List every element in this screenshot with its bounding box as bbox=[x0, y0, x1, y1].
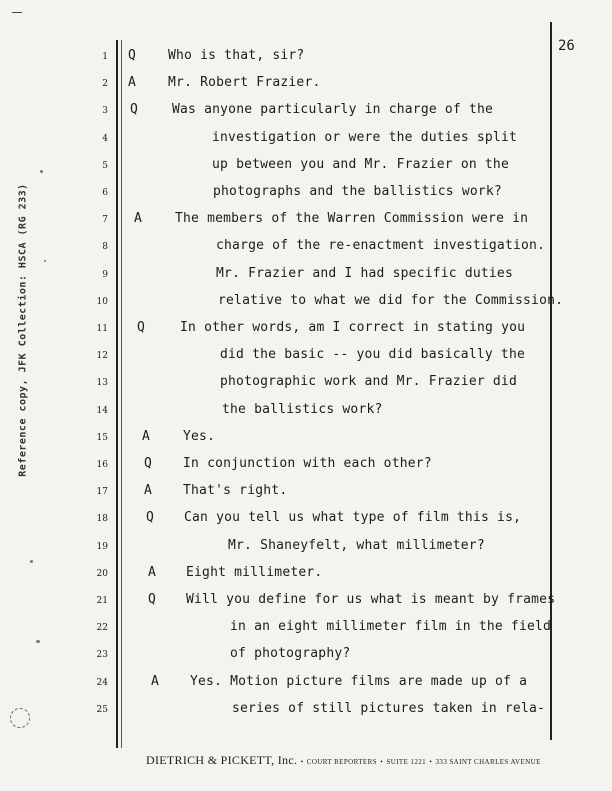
line-text: Yes. bbox=[183, 428, 216, 444]
line-text: series of still pictures taken in rela- bbox=[232, 700, 546, 716]
transcript-line bbox=[0, 699, 612, 719]
footer-separator: • bbox=[380, 758, 384, 766]
speaker-marker: A bbox=[151, 673, 159, 689]
line-number: 22 bbox=[96, 623, 108, 634]
transcript-line bbox=[0, 644, 612, 664]
line-number: 21 bbox=[96, 596, 108, 606]
line-text: photographic work and Mr. Frazier did bbox=[220, 374, 517, 390]
transcript-line bbox=[0, 291, 612, 311]
transcript-line bbox=[0, 536, 612, 556]
speaker-marker: A bbox=[134, 211, 142, 227]
line-text: photographs and the ballistics work? bbox=[213, 184, 502, 199]
transcript-line bbox=[0, 209, 612, 229]
line-text: relative to what we did for the Commission. bbox=[218, 292, 564, 308]
line-number: 7 bbox=[102, 215, 108, 226]
speaker-marker: Q bbox=[146, 510, 154, 526]
line-number: 8 bbox=[102, 242, 108, 253]
line-number: 24 bbox=[96, 677, 108, 688]
line-text: Can you tell us what type of film this is, bbox=[184, 510, 522, 526]
speaker-marker: A bbox=[128, 75, 136, 91]
line-text: That's right. bbox=[183, 483, 288, 499]
line-number: 19 bbox=[96, 541, 108, 552]
speaker-marker: Q bbox=[128, 48, 136, 63]
transcript-line bbox=[0, 182, 612, 202]
line-number: 13 bbox=[96, 378, 108, 389]
transcript-line bbox=[0, 236, 612, 256]
transcript-line bbox=[0, 128, 612, 148]
line-text: Who is that, sir? bbox=[168, 48, 305, 63]
transcript-line bbox=[0, 372, 612, 392]
line-number: 3 bbox=[102, 106, 108, 117]
speaker-marker: Q bbox=[148, 592, 156, 607]
footer-suite: SUITE 1221 bbox=[386, 758, 427, 766]
transcript-line bbox=[0, 264, 612, 284]
speaker-marker: Q bbox=[144, 456, 152, 471]
line-text: Mr. Robert Frazier. bbox=[168, 75, 321, 91]
page-number: 26 bbox=[558, 38, 575, 54]
line-number: 11 bbox=[96, 324, 108, 334]
transcript-line bbox=[0, 318, 612, 338]
footer-service: COURT REPORTERS bbox=[306, 758, 377, 766]
line-text: Mr. Shaneyfelt, what millimeter? bbox=[228, 537, 485, 553]
line-number: 1 bbox=[102, 52, 108, 62]
transcript-line bbox=[0, 454, 612, 474]
line-text: of photography? bbox=[230, 646, 351, 662]
line-text: In conjunction with each other? bbox=[183, 456, 432, 471]
line-number: 17 bbox=[96, 487, 108, 498]
scan-speck bbox=[36, 640, 40, 643]
transcript-line bbox=[0, 73, 612, 93]
line-text: charge of the re-enactment investigation. bbox=[216, 238, 546, 254]
line-number: 20 bbox=[96, 568, 108, 579]
line-number: 9 bbox=[102, 269, 108, 280]
footer-separator: • bbox=[429, 758, 433, 766]
line-number: 25 bbox=[96, 704, 108, 715]
line-number: 18 bbox=[96, 514, 108, 525]
line-text: Yes. Motion picture films are made up of a bbox=[190, 673, 528, 689]
line-number: 2 bbox=[102, 79, 108, 90]
line-text: the ballistics work? bbox=[222, 401, 383, 417]
scan-speck bbox=[44, 260, 46, 262]
line-text: in an eight millimeter film in the field bbox=[230, 619, 552, 635]
speaker-marker: Q bbox=[130, 102, 138, 118]
transcript-line bbox=[0, 345, 612, 365]
side-reference-text: Reference copy, JFK Collection: HSCA (RG 233) bbox=[17, 183, 29, 477]
line-number: 14 bbox=[96, 405, 108, 416]
line-text: investigation or were the duties split bbox=[212, 129, 518, 145]
line-text: did the basic -- you did basically the bbox=[220, 347, 526, 363]
transcript-line bbox=[0, 590, 612, 610]
line-text: up between you and Mr. Frazier on the bbox=[212, 156, 509, 172]
footer-company: DIETRICH & PICKETT, Inc. bbox=[146, 753, 298, 767]
transcript-line bbox=[0, 46, 612, 66]
speaker-marker: Q bbox=[137, 320, 145, 335]
line-number: 6 bbox=[102, 188, 108, 198]
line-number: 12 bbox=[96, 351, 108, 362]
line-number: 5 bbox=[102, 160, 108, 171]
line-text: Eight millimeter. bbox=[186, 564, 323, 580]
line-text: The members of the Warren Commission were in bbox=[175, 211, 529, 227]
footer-address: 333 SAINT CHARLES AVENUE bbox=[435, 758, 541, 766]
transcript-line bbox=[0, 155, 612, 175]
line-number: 4 bbox=[102, 133, 108, 144]
transcript-line bbox=[0, 672, 612, 692]
speaker-marker: A bbox=[148, 564, 156, 580]
corner-mark bbox=[12, 12, 22, 13]
line-text: In other words, am I correct in stating you bbox=[180, 320, 526, 335]
page-footer bbox=[146, 753, 541, 768]
transcript-line bbox=[0, 400, 612, 420]
transcript-line bbox=[0, 481, 612, 501]
transcript-line bbox=[0, 563, 612, 583]
transcript-line bbox=[0, 508, 612, 528]
line-text: Will you define for us what is meant by frames bbox=[186, 592, 556, 607]
transcript-line bbox=[0, 427, 612, 447]
line-number: 10 bbox=[96, 296, 108, 307]
speaker-marker: A bbox=[142, 428, 150, 444]
transcript-line bbox=[0, 100, 612, 120]
line-text: Was anyone particularly in charge of the bbox=[172, 102, 494, 118]
line-text: Mr. Frazier and I had specific duties bbox=[216, 265, 513, 281]
line-number: 23 bbox=[96, 650, 108, 661]
line-number: 15 bbox=[96, 432, 108, 443]
speaker-marker: A bbox=[144, 483, 152, 499]
transcript-line bbox=[0, 617, 612, 637]
footer-separator: • bbox=[300, 758, 304, 766]
line-number: 16 bbox=[96, 460, 108, 470]
